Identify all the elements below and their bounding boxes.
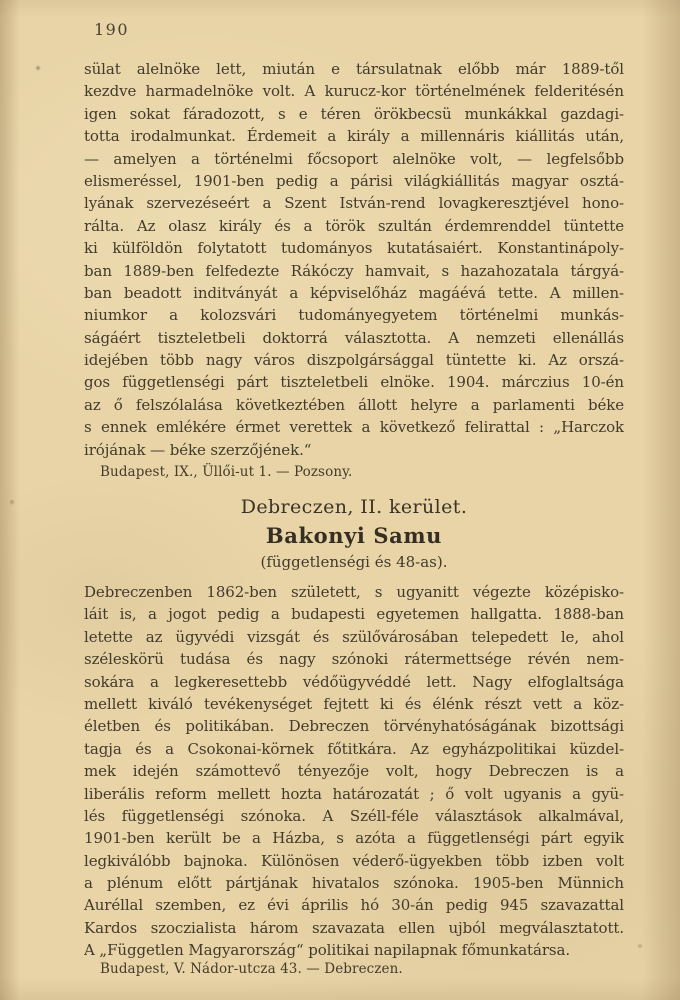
- text-line: ban 1889-ben felfedezte Rákóczy hamvait, s hazahozatala tárgyá-: [84, 261, 624, 280]
- text-line: mek idején számottevő tényezője volt, hogy Debreczen is a: [84, 762, 624, 781]
- biography-paragraph: [84, 583, 624, 964]
- continuation-paragraph: [84, 60, 624, 463]
- text-line: Auréllal szemben, ez évi április hó 30-án pedig 945 szavazattal: [84, 896, 624, 915]
- address-line-bakonyi: Budapest, V. Nádor-utcza 43. — Debreczen.: [100, 961, 403, 977]
- text-line: niumkor a kolozsvári tudományegyetem történelmi munkás-: [84, 306, 624, 325]
- text-line: életben és politikában. Debreczen törvényhatóságának bizottsági: [84, 717, 624, 736]
- deputy-name: Bakonyi Samu: [265, 523, 443, 548]
- text-line: — amelyen a történelmi főcsoport alelnöke volt, — legfelsőbb: [84, 149, 624, 168]
- text-line: 1901-ben került be a Házba, s azóta a függetlenségi párt egyik: [84, 829, 624, 848]
- text-line: gos függetlenségi párt tiszteletbeli elnöke. 1904. márczius 10-én: [84, 373, 624, 392]
- text-line: s ennek emlékére érmet verettek a következő felirattal : „Harczok: [84, 418, 624, 437]
- text-line: legkiválóbb bajnoka. Különösen véderő-ügyekben több izben volt: [84, 851, 624, 870]
- text-line: ki külföldön folytatott tudományos kutatásaiért. Konstantinápoly-: [84, 239, 624, 258]
- text-line: az ő felszólalása következtében állott helyre a parlamenti béke: [84, 395, 624, 414]
- text-line: sokára a legkeresettebb védőügyvéddé lett. Nagy elfoglaltsága: [84, 672, 624, 691]
- text-line: A „Független Magyarország“ politikai napilapnak főmunkatársa.: [84, 941, 570, 960]
- text-line: rálta. Az olasz király és a török szultán érdemrenddel tüntette: [84, 216, 624, 235]
- text-line: igen sokat fáradozott, s e téren örökbecsü munkákkal gazdagi-: [84, 104, 624, 123]
- text-line: ban beadott inditványát a képviselőház magáévá tette. A millen-: [84, 283, 624, 302]
- text-line: elismeréssel, 1901-ben pedig a párisi világkiállitás magyar osztá-: [84, 171, 624, 190]
- text-line: letette az ügyvédi vizsgát és szülővárosában telepedett le, ahol: [84, 627, 624, 646]
- party-affiliation: (függetlenségi és 48-as).: [260, 553, 448, 571]
- text-line: mellett kiváló tevékenységet fejtett ki és élénk részt vett a köz-: [84, 694, 624, 713]
- text-line: liberális reform mellett hozta határozatát ; ő volt ugyanis a gyü-: [84, 784, 624, 803]
- page-number: 190: [94, 20, 130, 39]
- text-line: ságáért tiszteletbeli doktorrá választotta. A nemzeti ellenállás: [84, 328, 624, 347]
- text-line: a plénum előtt pártjának hivatalos szónoka. 1905-ben Münnich: [84, 874, 624, 893]
- district-heading: Debreczen, II. kerület.: [240, 496, 468, 518]
- text-line: irójának — béke szerzőjének.“: [84, 440, 312, 459]
- text-line: Debreczenben 1862-ben született, s ugyanitt végezte középisko-: [84, 583, 624, 601]
- text-line: tagja és a Csokonai-körnek főtitkára. Az egyházpolitikai küzdel-: [84, 739, 624, 758]
- address-line-previous-entry: Budapest, IX., Üllői-ut 1. — Pozsony.: [100, 464, 353, 480]
- text-line: széleskörü tudása és nagy szónoki rátermettsége révén nem-: [84, 650, 624, 669]
- text-line: lés függetlenségi szónoka. A Széll-féle választások alkalmával,: [84, 806, 624, 825]
- text-line: idejében több nagy város diszpolgársággal tüntette ki. Az orszá-: [84, 351, 624, 370]
- text-line: Kardos szoczialista három szavazata ellen ujból megválasztatott.: [84, 918, 624, 937]
- text-line: totta irodalmunkat. Érdemeit a király a millennáris kiállitás után,: [84, 127, 624, 146]
- text-line: kezdve harmadelnöke volt. A kurucz-kor történelmének felderitésén: [84, 82, 624, 101]
- text-line: lyának szervezéseért a Szent István-rend lovagkeresztjével hono-: [84, 194, 624, 213]
- text-line: sülat alelnöke lett, miután e társulatnak előbb már 1889-től: [84, 60, 624, 78]
- text-line: láit is, a jogot pedig a budapesti egyetemen hallgatta. 1888-ban: [84, 605, 624, 624]
